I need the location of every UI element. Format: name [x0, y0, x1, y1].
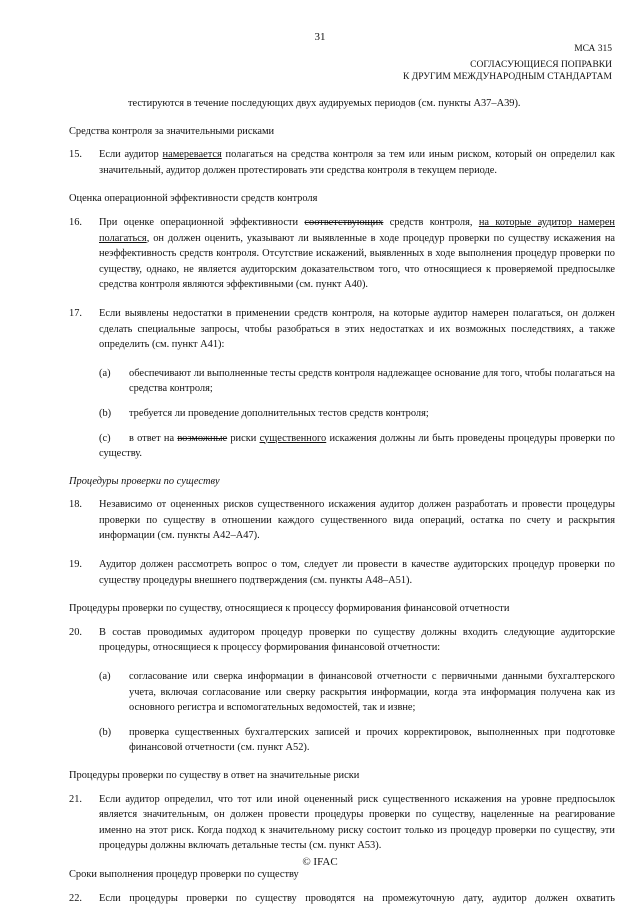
subitem-label: (b)	[99, 726, 112, 738]
subitem-a	[99, 669, 615, 716]
paragraph-text: В состав проводимых аудитором процедур проверки по существу должны входить следующие аудиторские процедуры, относящиеся к процессу формирования финансовой отчетности:	[99, 626, 615, 654]
paragraph-17	[69, 306, 615, 353]
subitem-text: проверка существенных бухгалтерских записей и прочих корректировок, выполненных при подготовке финансовой отчетности (см. пункт А52).	[129, 726, 615, 754]
paragraph-number: 19.	[69, 559, 82, 571]
subitem-c	[99, 431, 615, 462]
subitem-text: обеспечивают ли выполненные тесты средств контроля надлежащее основание для того, чтобы полагаться на средства контроля;	[129, 367, 615, 395]
document-body	[69, 96, 615, 919]
paragraph-text: Если процедуры проверки по существу проводятся на промежуточную дату, аудитор должен охватить	[99, 892, 615, 904]
continuation-text: тестируются в течение последующих двух аудируемых периодов (см. пункты А37–А39).	[128, 98, 521, 109]
paragraph-text: Если аудитор определил, что тот или иной оцененный риск существенного искажения на уровне предпосылок является значительным, он должен провести процедуры проверки по существу, нацеленные на реагирование именно на этот риск. Когда подход к значительному риску состоит только из процедур проверки по существу, эти процедуры должны включать детальные тесты (см. пункт А53).	[99, 793, 615, 852]
subitem-text: требуется ли проведение дополнительных тестов средств контроля;	[129, 407, 429, 419]
underlined-insertion: намеревается	[162, 149, 222, 161]
paragraph-15	[69, 147, 615, 178]
section-heading: Оценка операционной эффективности средств контроля	[69, 193, 318, 205]
paragraph-text	[99, 215, 615, 293]
paragraph-21	[69, 792, 615, 854]
subitem-b	[99, 725, 615, 756]
subitem-a	[99, 366, 615, 397]
text-run: полагаться на средства контроля за тем или иным риском, который он определил как значительный, аудитор должен протестировать эти средства контроля в текущем периоде.	[99, 149, 615, 176]
text-run: риски	[227, 432, 260, 444]
page-number: 31	[314, 31, 326, 43]
subitem-label: (a)	[99, 671, 111, 683]
paragraph-22	[69, 891, 615, 907]
paragraph-number: 18.	[69, 499, 82, 511]
section-heading: Процедуры проверки по существу в ответ на значительные риски	[69, 770, 360, 781]
subitem-b	[99, 406, 615, 422]
subitem-label: (a)	[99, 367, 111, 379]
section-heading: Процедуры проверки по существу, относящиеся к процессу формирования финансовой отчетности	[69, 603, 510, 615]
paragraph-number: 17.	[69, 307, 82, 319]
paragraph-20	[69, 625, 615, 656]
underlined-insertion: на которые аудитор намерен полагаться	[99, 216, 615, 244]
paragraph-text: Аудитор должен рассмотреть вопрос о том, следует ли провести в качестве аудиторских процедур проверки по существу процедуры внешнего подтверждения (см. пункты А48–А51).	[99, 559, 615, 586]
running-header-line1: СОГЛАСУЮЩИЕСЯ ПОПРАВКИ	[470, 60, 612, 70]
document-code: МСА 315	[574, 44, 612, 54]
text-run: Если аудитор	[99, 149, 163, 161]
paragraph-number: 20.	[69, 626, 82, 638]
subitem-text: согласование или сверка информации в финансовой отчетности с первичными данными бухгалтерского учета, включая согласование или сверку раскрытия информации, когда эта информация получена как из основного регистра и вспомогательных ведомостей, так и извне;	[129, 671, 615, 714]
paragraph-18	[69, 497, 615, 544]
underlined-insertion: существенного	[259, 432, 327, 444]
running-header	[403, 59, 612, 83]
paragraph-text: Если выявлены недостатки в применении средств контроля, на которые аудитор намерен полагаться, он должен сделать специальные запросы, чтобы разобраться в этих недостатках и их возможных последствиях, а также определить (см. пункт А41):	[99, 307, 615, 351]
text-run: средств контроля,	[383, 216, 479, 228]
text-run: , он должен оценить, указывают ли выявленные в ходе процедур проверки по существу искажения на неэффективность средств контроля. Отсутствие искажений, выявленных в ходе выполнения процедур проверки по существу, однако, не является аудиторским доказательством того, что относящиеся к проверяемой предпосылке средства контроля являются эффективными (см. пункт А40).	[99, 232, 615, 291]
paragraph-number: 22.	[69, 892, 82, 904]
text-run: искажения должны ли быть проведены процедуры проверки по существу.	[99, 432, 615, 460]
subitem-label: (b)	[99, 407, 112, 419]
section-heading-italic: Процедуры проверки по существу	[69, 475, 220, 487]
copyright-footer: © IFAC	[302, 856, 338, 868]
paragraph-number: 21.	[69, 793, 82, 805]
paragraph-number: 15.	[69, 149, 82, 161]
text-run: в ответ на	[129, 432, 178, 444]
struck-deletion: соответствующих	[304, 216, 384, 228]
running-header-line2: К ДРУГИМ МЕЖДУНАРОДНЫМ СТАНДАРТАМ	[403, 72, 612, 82]
struck-deletion: возможные	[177, 432, 228, 444]
paragraph-16	[69, 215, 615, 293]
paragraph-text: Независимо от оцененных рисков существенного искажения аудитор должен разработать и провести процедуры проверки по существу в отношении каждого существенного вида операций, остатка по счету и раскрытия информации (см. пункты А42–А47).	[99, 499, 615, 542]
section-heading: Сроки выполнения процедур проверки по существу	[69, 868, 299, 880]
text-run: При оценке операционной эффективности	[99, 216, 305, 228]
paragraph-number: 16.	[69, 216, 82, 228]
paragraph-19	[69, 557, 615, 588]
paragraph-text	[99, 147, 615, 178]
section-heading: Средства контроля за значительными рисками	[69, 125, 275, 137]
subitem-label: (c)	[99, 432, 111, 444]
